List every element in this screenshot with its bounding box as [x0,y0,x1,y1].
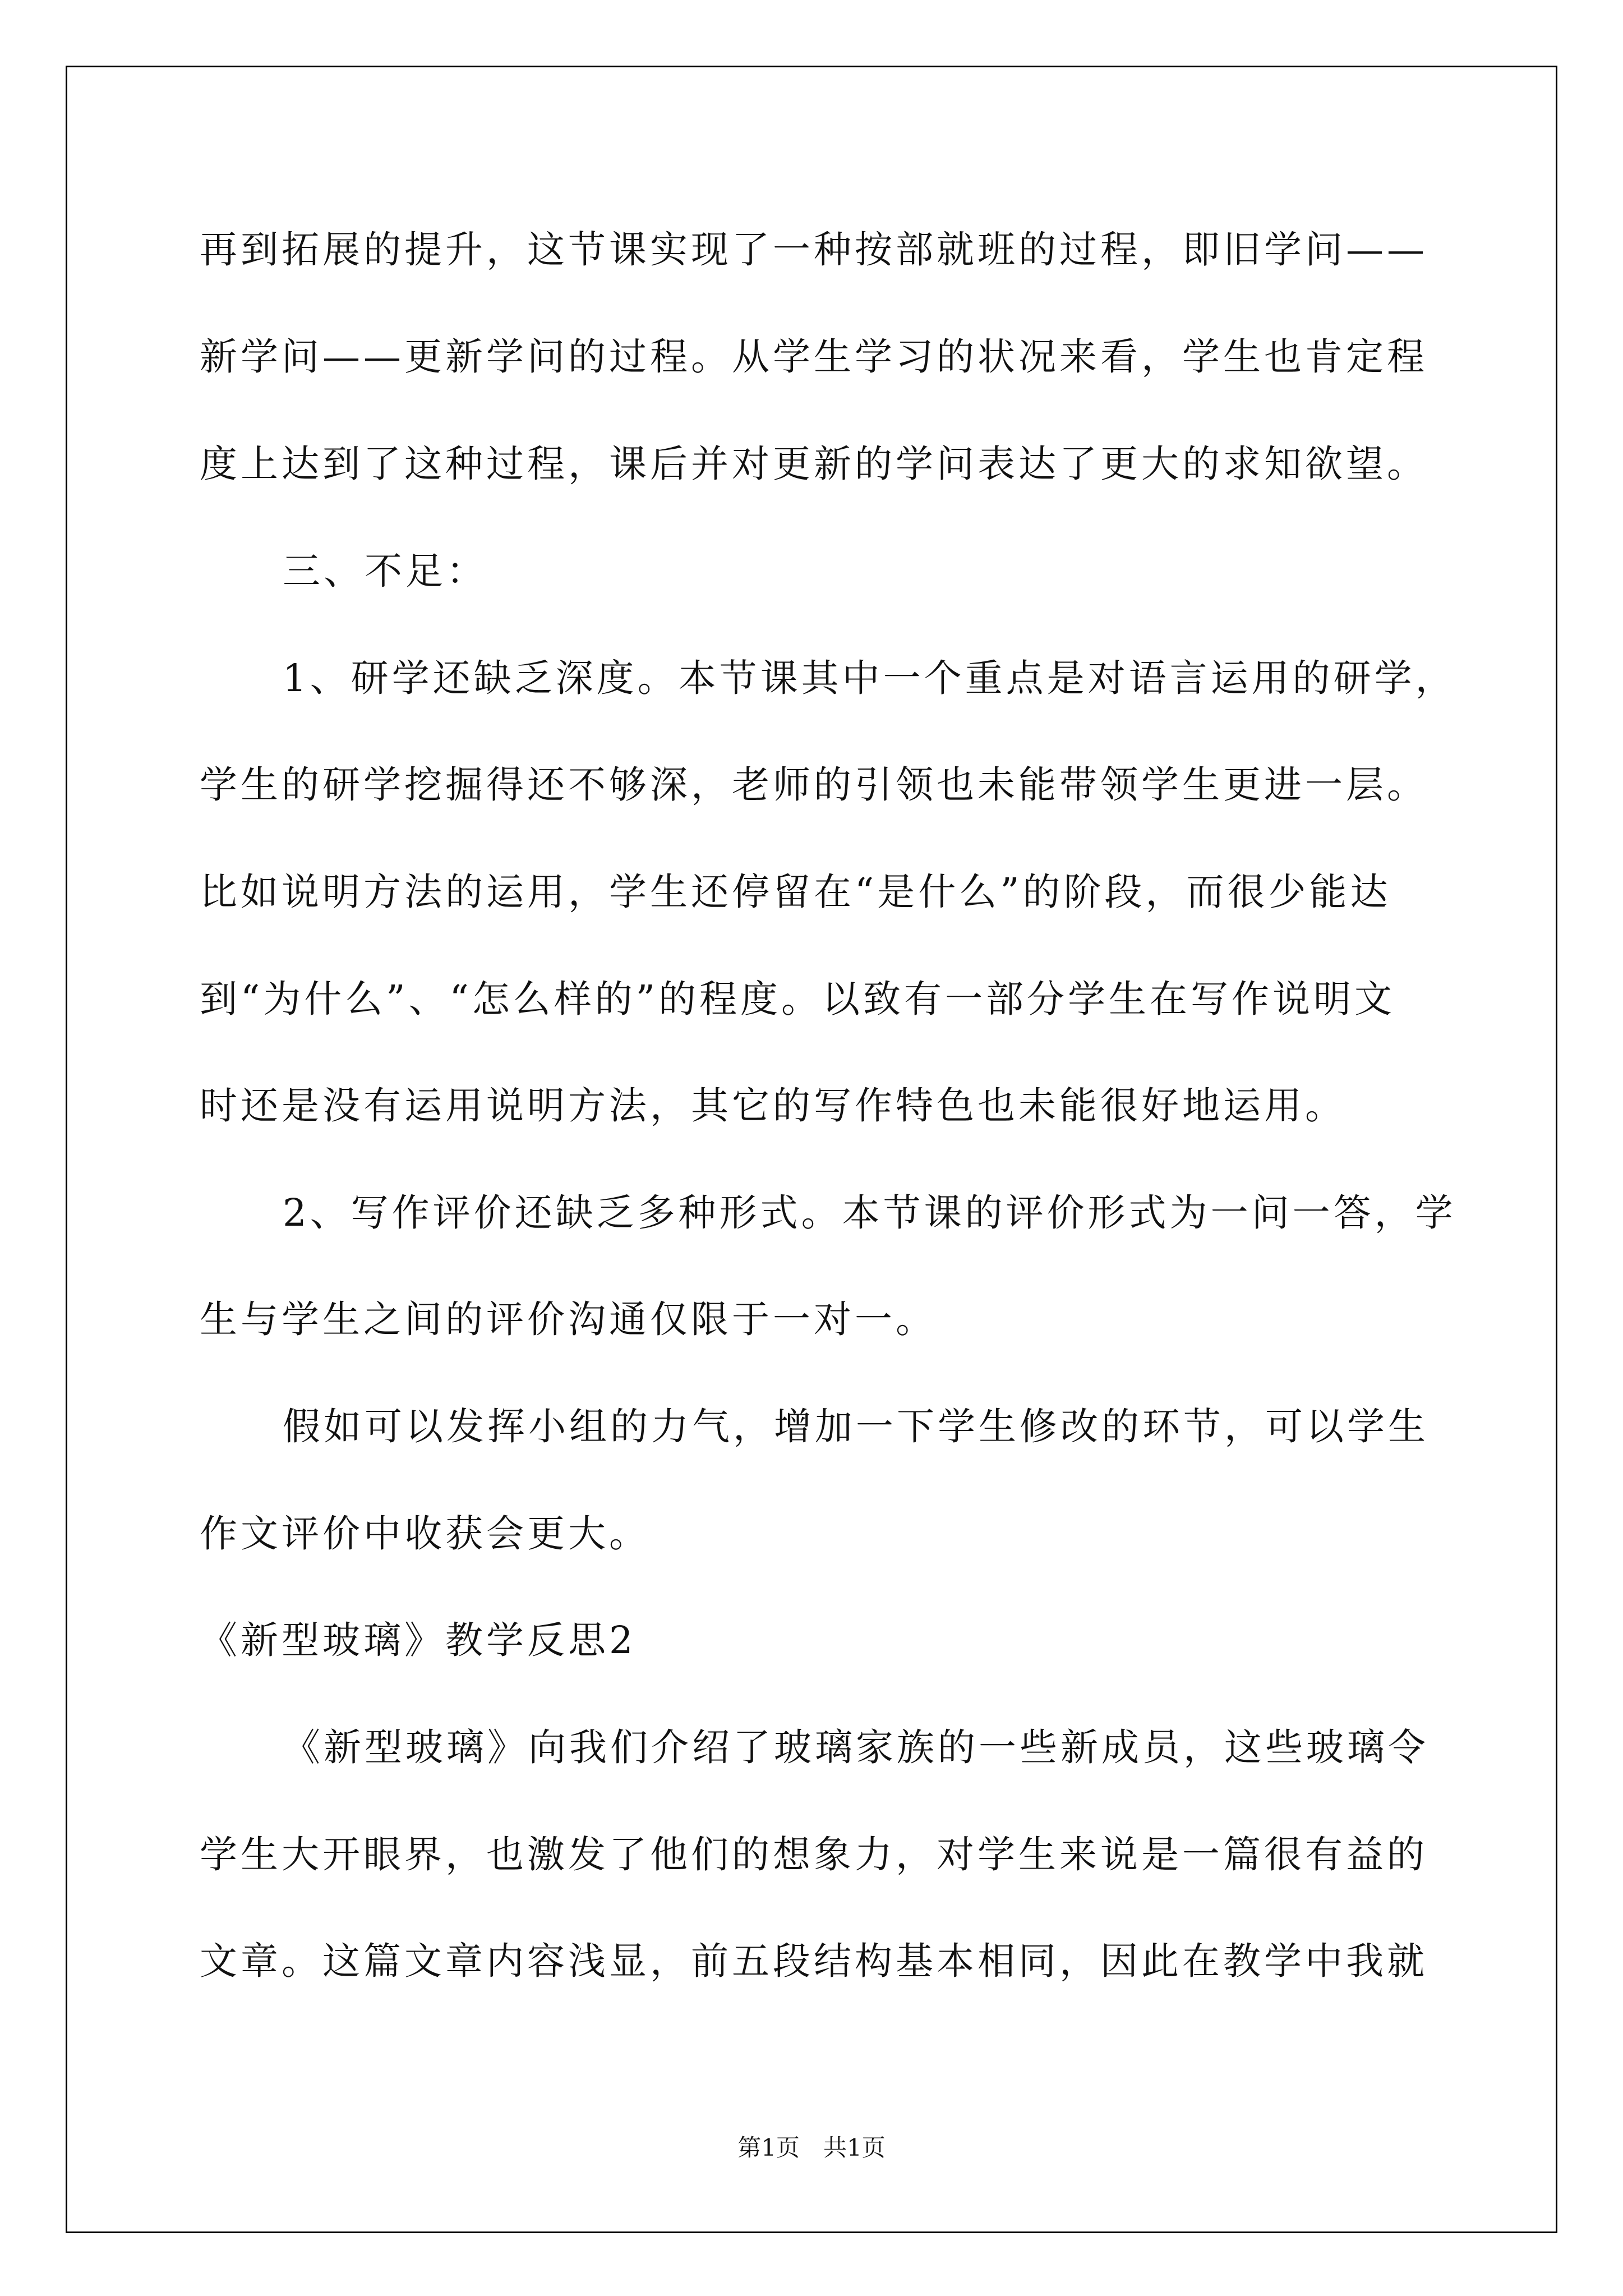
text-line: 生与学生之间的评价沟通仅限于一对一。 [200,1297,937,1341]
text-line: 时还是没有运用说明方法，其它的写作特色也未能很好地运用。 [200,1084,1346,1128]
text-line: 《新型玻璃》向我们介绍了玻璃家族的一些新成员，这些玻璃令 [283,1726,1429,1769]
text-line: 作文评价中收获会更大。 [200,1512,650,1556]
text-line: 再到拓展的提升，这节课实现了一种按部就班的过程，即旧学问—— [200,228,1428,272]
text-line: 文章。这篇文章内容浅显，前五段结构基本相同，因此在教学中我就 [200,1939,1428,1983]
text-line: 1、研学还缺乏深度。本节课其中一个重点是对语言运用的研学， [283,656,1456,700]
page-border [66,66,1557,2233]
section-heading: 三、不足： [283,549,487,593]
text-line: 新学问——更新学问的过程。从学生学习的状况来看，学生也肯定程 [200,335,1428,379]
page-footer: 第1页 共1页 [737,2134,886,2161]
text-line: 学生大开眼界，也激发了他们的想象力，对学生来说是一篇很有益的 [200,1833,1428,1876]
text-line: 假如可以发挥小组的力气，增加一下学生修改的环节，可以学生 [283,1405,1429,1448]
text-line: 2、写作评价还缺乏多种形式。本节课的评价形式为一问一答，学 [283,1191,1456,1235]
text-line: 学生的研学挖掘得还不够深，老师的引领也未能带领学生更进一层。 [200,763,1428,807]
text-line: 比如说明方法的运用，学生还停留在“是什么”的阶段，而很少能达 [200,870,1391,914]
text-line: 到“为什么”、“怎么样的”的程度。以致有一部分学生在写作说明文 [200,977,1396,1021]
article-title: 《新型玻璃》教学反思2 [200,1618,637,1662]
text-line: 度上达到了这种过程，课后并对更新的学问表达了更大的求知欲望。 [200,442,1428,486]
